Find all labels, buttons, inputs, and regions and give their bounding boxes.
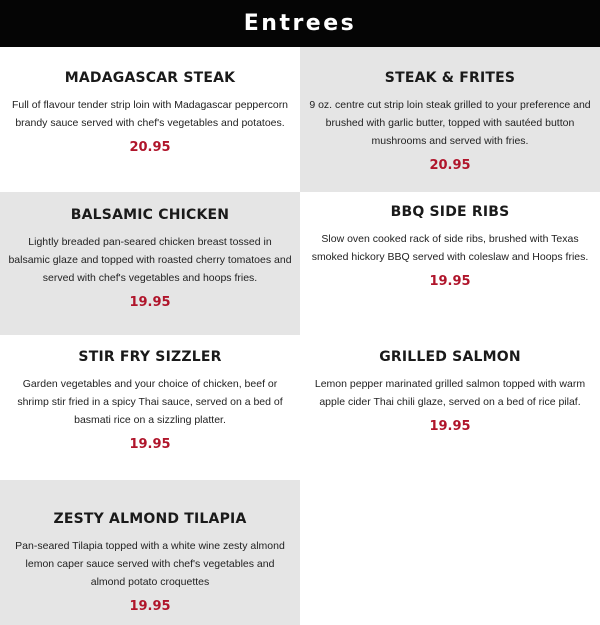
menu-header bbox=[0, 0, 600, 47]
menu-item-price: 19.95 bbox=[129, 295, 171, 310]
menu-item-madagascar-steak bbox=[0, 47, 300, 192]
menu-title: Entrees bbox=[243, 11, 357, 36]
menu-item-name: MADAGASCAR STEAK bbox=[64, 70, 236, 86]
menu-item-name: ZESTY ALMOND TILAPIA bbox=[53, 511, 247, 527]
menu-item-price: 20.95 bbox=[429, 158, 471, 173]
menu-item-name: BALSAMIC CHICKEN bbox=[70, 207, 230, 223]
menu-item-description: Lightly breaded pan-seared chicken breast tossed in balsamic glaze and topped with roasted cherry tomatoes and served with chef's vegetables and hoops fries. bbox=[8, 236, 292, 284]
menu-item-name: STIR FRY SIZZLER bbox=[78, 349, 222, 365]
menu-item-stir-fry-sizzler bbox=[0, 335, 300, 480]
menu-item-balsamic-chicken bbox=[0, 192, 300, 335]
menu-item-price: 19.95 bbox=[129, 599, 171, 614]
menu-item-zesty-almond-tilapia bbox=[0, 480, 300, 625]
menu-item-name: BBQ SIDE RIBS bbox=[390, 204, 510, 220]
menu-item-description: Slow oven cooked rack of side ribs, brushed with Texas smoked hickory BBQ served with coleslaw and Hoops fries. bbox=[311, 233, 589, 263]
menu-item-description: 9 oz. centre cut strip loin steak grilled to your preference and brushed with garlic butter, topped with sautéed button mushrooms and served with fries. bbox=[309, 99, 591, 147]
menu-item-description: Garden vegetables and your choice of chicken, beef or shrimp stir fried in a spicy Thai sauce, served on a bed of basmati rice on a sizzling platter. bbox=[17, 378, 283, 426]
menu-item-price: 20.95 bbox=[129, 140, 171, 155]
menu-item-description: Pan-seared Tilapia topped with a white wine zesty almond lemon caper sauce served with chef's vegetables and almond potato croquettes bbox=[15, 540, 285, 588]
menu-item-description: Lemon pepper marinated grilled salmon topped with warm apple cider Thai chili glaze, served on a bed of rice pilaf. bbox=[314, 378, 586, 408]
menu-item-description: Full of flavour tender strip loin with Madagascar peppercorn brandy sauce served with chef's vegetables and potatoes. bbox=[11, 99, 289, 129]
menu-item-price: 19.95 bbox=[429, 419, 471, 434]
menu-item-steak-frites bbox=[300, 47, 600, 192]
menu-item-bbq-side-ribs bbox=[300, 192, 600, 335]
menu-item-name: GRILLED SALMON bbox=[379, 349, 521, 365]
menu-item-price: 19.95 bbox=[129, 437, 171, 452]
menu-item-price: 19.95 bbox=[429, 274, 471, 289]
menu-item-grilled-salmon bbox=[300, 335, 600, 480]
menu-item-name: STEAK & FRITES bbox=[384, 70, 516, 86]
